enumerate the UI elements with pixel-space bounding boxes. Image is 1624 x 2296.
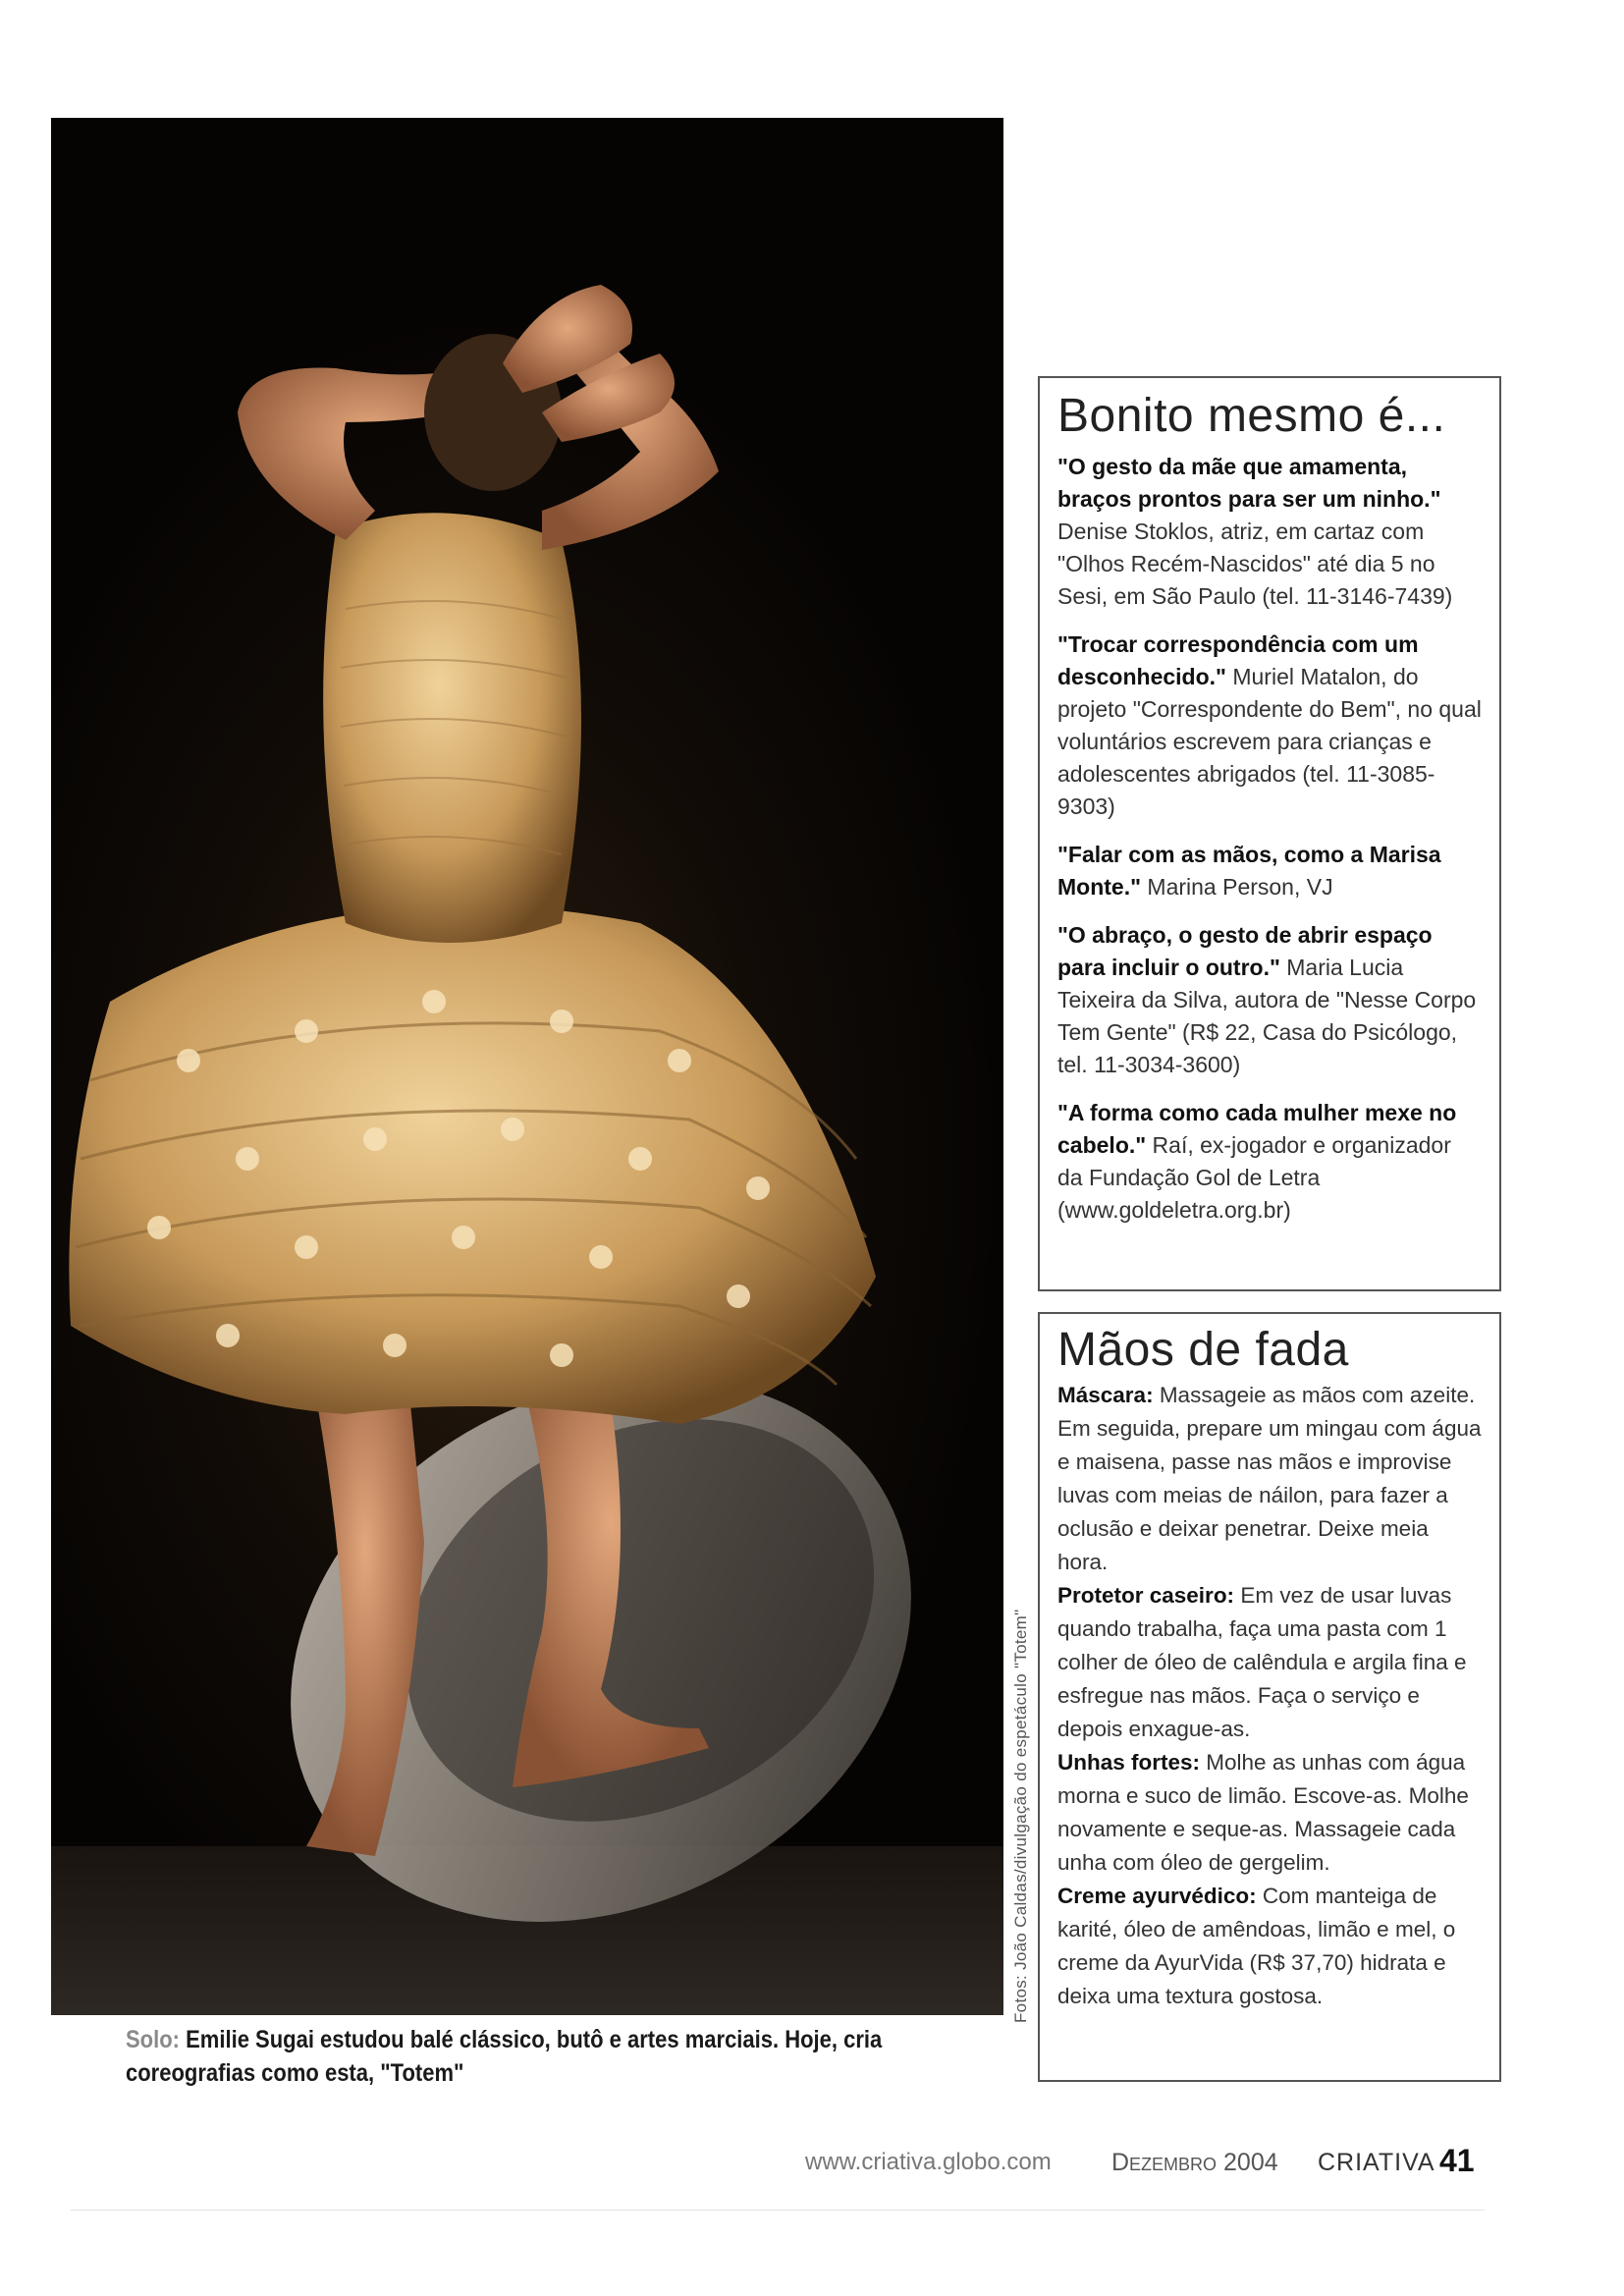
quote-item	[1057, 839, 1482, 903]
footer-magazine: CRIATIVA	[1318, 2149, 1435, 2176]
photo-caption	[126, 2023, 886, 2090]
caption-label: Solo:	[126, 2026, 180, 2053]
quote-attribution: Maria Lucia Teixeira da Silva, autora de "Nesse Corpo Tem Gente" (R$ 22, Casa do Psicólogo, tel. 11-3034-3600)	[1057, 955, 1477, 1077]
page-number: 41	[1439, 2143, 1475, 2178]
quote-attribution: Denise Stoklos, atriz, em cartaz com "Olhos Recém-Nascidos" até dia 5 no Sesi, em São Paulo (tel. 11-3146-7439)	[1057, 519, 1453, 609]
quote-text: "O gesto da mãe que amamenta, braços prontos para ser um ninho."	[1057, 454, 1441, 512]
quote-item	[1057, 1097, 1482, 1227]
bonito-mesmo-box	[1038, 376, 1501, 1291]
quote-item	[1057, 919, 1482, 1081]
tip-label: Creme ayurvédico:	[1057, 1884, 1257, 1908]
quote-text: "Trocar correspondência com um desconhecido."	[1057, 631, 1419, 689]
ruffled-skirt	[69, 905, 876, 1424]
footer-date: Dezembro 2004	[1111, 2149, 1278, 2176]
quote-text: "Falar com as mãos, como a Marisa Monte."	[1057, 842, 1441, 900]
tip-label: Unhas fortes:	[1057, 1750, 1201, 1775]
tip-item	[1057, 1579, 1482, 1746]
photo-credit	[1003, 1609, 1039, 2023]
photo-credit-text: Fotos: João Caldas/divulgação do espetáculo "Totem"	[1011, 1609, 1030, 2023]
quote-text: "O abraço, o gesto de abrir espaço para incluir o outro."	[1057, 922, 1433, 980]
tip-item	[1057, 1746, 1482, 1880]
quote-attribution: Muriel Matalon, do projeto "Correspondente do Bem", no qual voluntários escrevem para crianças e adolescentes abrigados (tel. 11-3085-9303)	[1057, 664, 1482, 819]
dancer-photo	[51, 118, 1003, 2015]
quote-attribution: Marina Person, VJ	[1141, 874, 1333, 900]
tip-item	[1057, 1379, 1482, 1579]
page-footer	[805, 2143, 1483, 2182]
tip-text: Em vez de usar luvas quando trabalha, faça uma pasta com 1 colher de óleo de calêndula e argila fina e esfregue nas mãos. Faça o serviço e depois enxague-as.	[1057, 1583, 1467, 1741]
dancer-illustration	[51, 118, 1003, 2015]
tip-label: Máscara:	[1057, 1383, 1154, 1407]
maos-de-fada-box	[1038, 1312, 1501, 2082]
box2-title: Mãos de fada	[1057, 1324, 1349, 1376]
tip-text: Molhe as unhas com água morna e suco de limão. Escove-as. Molhe novamente e seque-as. Massageie cada unha com óleo de gergelim.	[1057, 1750, 1469, 1875]
caption-text: Emilie Sugai estudou balé clássico, butô e artes marciais. Hoje, cria coreografias como esta, "Totem"	[126, 2026, 883, 2087]
tip-label: Protetor caseiro:	[1057, 1583, 1235, 1608]
box1-title: Bonito mesmo é...	[1057, 390, 1446, 442]
quote-item	[1057, 451, 1482, 613]
quote-text: "A forma como cada mulher mexe no cabelo."	[1057, 1100, 1457, 1158]
tip-text: Massageie as mãos com azeite. Em seguida, prepare um mingau com água e maisena, passe nas mãos e improvise luvas com meias de náilon, para fazer a oclusão e deixar penetrar. Deixe meia hora.	[1057, 1383, 1482, 1574]
quote-item	[1057, 629, 1482, 823]
bottom-rule	[71, 2210, 1485, 2211]
tip-text: Com manteiga de karité, óleo de amêndoas, limão e mel, o creme da AyurVida (R$ 37,70) hidrata e deixa uma textura gostosa.	[1057, 1884, 1456, 2008]
bodice	[323, 513, 581, 943]
footer-url[interactable]: www.criativa.globo.com	[805, 2149, 1052, 2175]
quote-attribution: Raí, ex-jogador e organizador da Fundação Gol de Letra (www.goldeletra.org.br)	[1057, 1132, 1451, 1223]
tip-item	[1057, 1880, 1482, 2013]
